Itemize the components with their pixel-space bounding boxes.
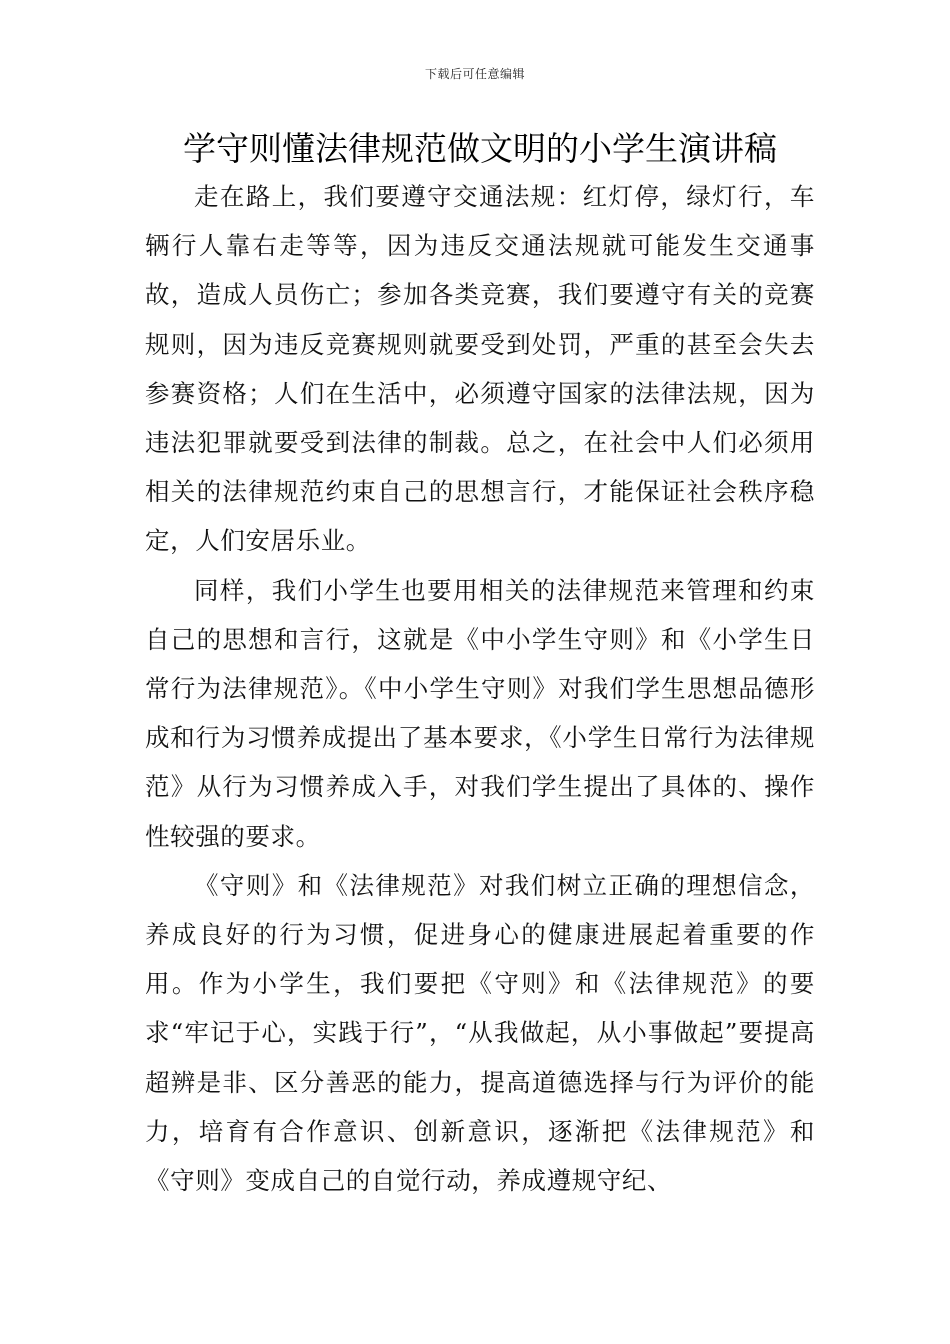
header-note: 下载后可任意编辑 [424,67,525,81]
paragraph-3: 《守则》和《法律规范》对我们树立正确的理想信念，养成良好的行为习惯，促进身心的健康进展起着重要的作用。作为小学生，我们要把《守则》和《法律规范》的要求“牢记于心，实践于行”，“从我做起，从小事做起”要提高超辨是非、区分善恶的能力，提高道德选择与行为评价的能力，培育有合作意识、创新意识，逐渐把《法律规范》和《守则》变成自己的自觉行动，养成遵规守纪、 [145,870,815,1196]
page-title: 学守则懂法律规范做文明的小学生演讲稿 [183,129,777,168]
paragraph-2: 同样，我们小学生也要用相关的法律规范来管理和约束自己的思想和言行，这就是《中小学生守则》和《小学生日常行为法律规范》。《中小学生守则》对我们学生思想品德形成和行为习惯养成提出了基本要求，《小学生日常行为法律规范》从行为习惯养成入手，对我们学生提出了具体的、操作性较强的要求。 [145,575,815,851]
paragraph-1: 走在路上，我们要遵守交通法规：红灯停，绿灯行，车辆行人靠右走等等，因为违反交通法规就可能发生交通事故，造成人员伤亡；参加各类竞赛，我们要遵守有关的竞赛规则，因为违反竞赛规则就要受到处罚，严重的甚至会失去参赛资格；人们在生活中，必须遵守国家的法律法规，因为违法犯罪就要受到法律的制裁。总之，在社会中人们必须用相关的法律规范约束自己的思想言行，才能保证社会秩序稳定，人们安居乐业。 [145,182,815,556]
document-body [145,172,815,1205]
